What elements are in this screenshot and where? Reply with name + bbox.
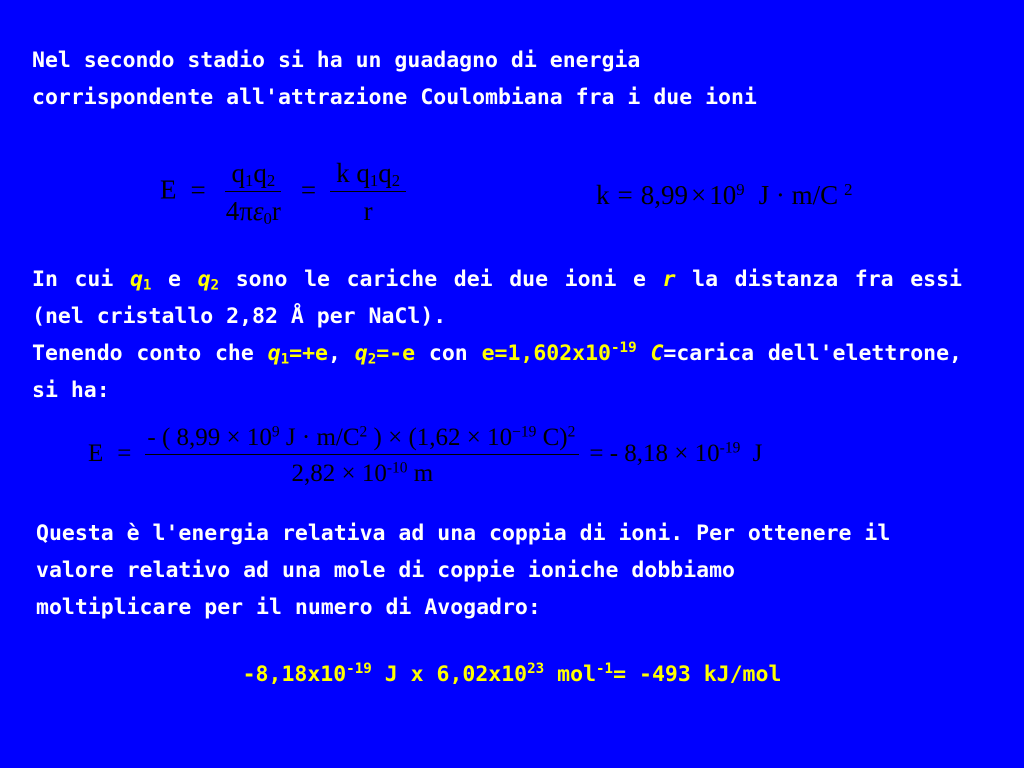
formula1-eq-1: = bbox=[190, 174, 206, 205]
final-d: = -493 kJ/mol bbox=[613, 662, 782, 687]
final-b: J x 6,02x10 bbox=[371, 662, 528, 687]
formula2-den-a: 2,82 × 10 bbox=[291, 460, 387, 487]
formula1-epsilon-sub: 0 bbox=[263, 209, 272, 229]
conclusion-paragraph bbox=[36, 515, 896, 626]
formula1-q2: q bbox=[253, 158, 267, 188]
k-equals: = bbox=[617, 180, 633, 210]
formula2-den-a-exp: -10 bbox=[386, 459, 408, 477]
formula1-kq1-sub: 1 bbox=[369, 171, 379, 191]
body-text-3: sono le cariche dei due ioni e bbox=[219, 267, 663, 292]
formula1-fraction-1 bbox=[220, 158, 287, 229]
body-q1: q bbox=[129, 267, 143, 292]
coulomb-energy-formula bbox=[160, 158, 406, 229]
k-base: 10 bbox=[709, 180, 737, 210]
formula2-den-b: m bbox=[407, 460, 434, 487]
intro-paragraph bbox=[32, 42, 962, 116]
final-b-exp: 23 bbox=[527, 661, 545, 678]
body-text-4: la distanza fra essi (nel cristallo 2,82 Å per NaCl). bbox=[32, 267, 962, 329]
explanation-paragraph bbox=[32, 261, 962, 409]
body-text-2: e bbox=[151, 267, 198, 292]
body-minus-e: =-e bbox=[376, 341, 416, 366]
formula2-num-b: J · m/C bbox=[279, 424, 360, 451]
formula1-q2-sub: 2 bbox=[266, 171, 276, 191]
formula1-frac2-den: r bbox=[363, 196, 373, 226]
body-e-exponent: -19 bbox=[611, 340, 637, 357]
formula1-eq-2: = bbox=[300, 174, 317, 205]
intro-line-1: Nel secondo stadio si ha un guadagno di energia bbox=[32, 48, 641, 73]
body-q1-b: q bbox=[267, 341, 281, 366]
formula2-num-b-exp: 2 bbox=[359, 423, 368, 441]
body-q2-b-sub: 2 bbox=[367, 351, 377, 368]
body-q2-sub: 2 bbox=[210, 277, 220, 294]
formula1-q1: q bbox=[231, 158, 245, 188]
formula2-num-d-exp: 2 bbox=[567, 423, 576, 441]
coulomb-constant bbox=[596, 179, 853, 210]
body-q1-b-sub: 1 bbox=[280, 351, 290, 368]
body-c-unit: C bbox=[636, 341, 664, 366]
conclusion-text: Questa è l'energia relativa ad una coppia di ioni. Per ottenere il valore relativo ad una mole di coppie ioniche dobbiamo moltiplicare per il numero di Avogadro: bbox=[36, 521, 891, 620]
k-times: × bbox=[690, 180, 707, 210]
body-plus-e: =+e bbox=[289, 341, 328, 366]
formula2-E: E bbox=[88, 440, 104, 468]
final-result bbox=[0, 662, 1024, 687]
formula1-4pi: 4π bbox=[225, 196, 253, 226]
formula2-num-d: C) bbox=[536, 424, 568, 451]
final-c: mol bbox=[544, 662, 597, 687]
formula2-num-a: - ( 8,99 × 10 bbox=[147, 424, 272, 451]
formula1-fraction-2 bbox=[330, 160, 406, 225]
body-q2: q bbox=[197, 267, 211, 292]
k-unit: J · m/C bbox=[758, 180, 839, 210]
formula2-num-c: ) × (1,62 × 10 bbox=[367, 424, 513, 451]
final-a-exp: -19 bbox=[346, 661, 372, 678]
formula2-fraction bbox=[145, 425, 579, 486]
final-c-exp: -1 bbox=[596, 661, 614, 678]
body-e-value: e=1,602x10 bbox=[481, 341, 612, 366]
formula1-epsilon: ε bbox=[252, 196, 264, 226]
formula1-kq1: k q bbox=[336, 158, 370, 188]
formula2-num-a-exp: 9 bbox=[271, 423, 280, 441]
k-unit-exponent: 2 bbox=[844, 179, 853, 199]
formula1-kq2-sub: 2 bbox=[391, 171, 401, 191]
body-con: con bbox=[415, 341, 482, 366]
body-comma: , bbox=[327, 341, 355, 366]
formula2-eq: = bbox=[117, 440, 132, 468]
k-value: 8,99 bbox=[640, 180, 688, 210]
formula1-r: r bbox=[271, 196, 281, 226]
formula1-kq2: q bbox=[378, 158, 392, 188]
body-text-5: Tenendo conto che bbox=[32, 341, 268, 366]
body-r: r bbox=[662, 267, 676, 292]
formula2-result: = - 8,18 × 10 bbox=[589, 440, 720, 468]
final-a: -8,18x10 bbox=[242, 662, 347, 687]
energy-calculation-formula bbox=[88, 425, 762, 486]
formula2-num-c-exp: −19 bbox=[512, 423, 537, 441]
formula1-E: E bbox=[160, 174, 177, 205]
body-q1-sub: 1 bbox=[142, 277, 152, 294]
body-text-10: =carica dell'elettrone, si ha: bbox=[32, 341, 962, 403]
k-exponent: 9 bbox=[736, 179, 745, 199]
k-symbol: k bbox=[596, 180, 610, 210]
body-q2-b: q bbox=[354, 341, 368, 366]
formula2-result-unit: J bbox=[746, 440, 763, 468]
body-text-1: In cui bbox=[32, 267, 130, 292]
formula1-q1-sub: 1 bbox=[244, 171, 254, 191]
intro-line-2: corrispondente all'attrazione Coulombiana fra i due ioni bbox=[32, 85, 757, 110]
formula2-result-exp: -19 bbox=[719, 439, 741, 457]
